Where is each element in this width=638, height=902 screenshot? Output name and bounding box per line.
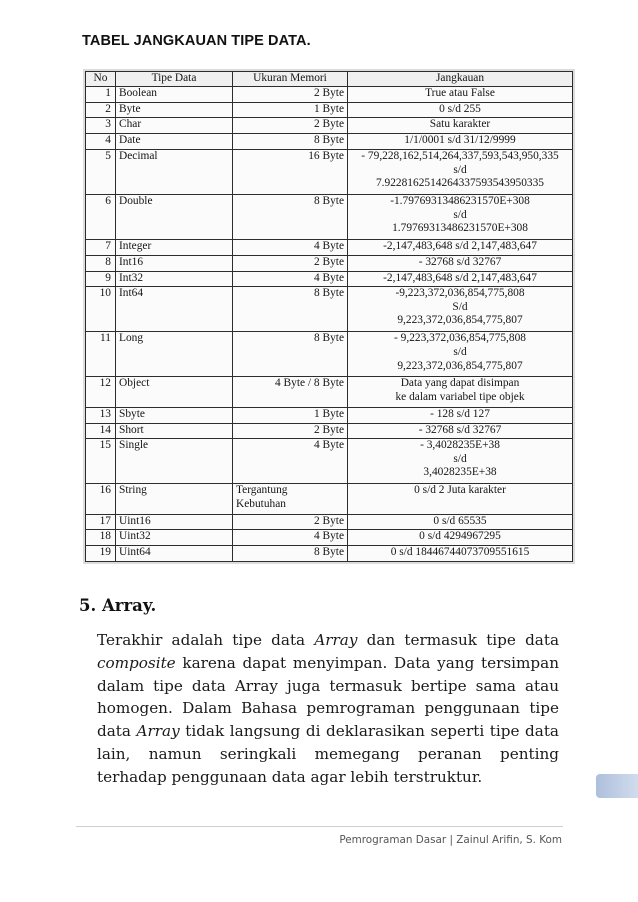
- cell-no: 5: [86, 149, 116, 194]
- paragraph-text: dan termasuk tipe data: [357, 631, 560, 649]
- cell-jangkauan: [348, 332, 573, 377]
- cell-jangkauan: [348, 407, 573, 423]
- cell-jangkauan: [348, 423, 573, 439]
- header-tipe-data: Tipe Data: [116, 72, 233, 87]
- table-row: [86, 546, 573, 562]
- table-header-row: [86, 72, 573, 87]
- jangkauan-line: -1.79769313486231570E+308: [390, 195, 530, 207]
- cell-ukuran-memori: 2 Byte: [233, 118, 348, 134]
- jangkauan-line: 1/1/0001 s/d 31/12/9999: [404, 134, 516, 147]
- jangkauan-line: 0 s/d 65535: [433, 514, 487, 527]
- cell-tipe-data: Integer: [116, 240, 233, 256]
- cell-ukuran-memori: 8 Byte: [233, 332, 348, 377]
- cell-jangkauan: [348, 546, 573, 562]
- cell-no: 10: [86, 287, 116, 332]
- cell-ukuran-memori: 8 Byte: [233, 195, 348, 240]
- cell-ukuran-memori: 2 Byte: [233, 87, 348, 103]
- cell-jangkauan: [348, 118, 573, 134]
- cell-jangkauan: [348, 271, 573, 287]
- jangkauan-line: s/d: [453, 163, 467, 176]
- table-row: [86, 287, 573, 332]
- table-row: [86, 423, 573, 439]
- jangkauan-line: 7.9228162514264337593543950335: [375, 177, 544, 190]
- cell-tipe-data: Int32: [116, 271, 233, 287]
- cell-no: 6: [86, 195, 116, 240]
- cell-ukuran-memori: 4 Byte: [233, 240, 348, 256]
- jangkauan-line: s/d: [453, 452, 467, 465]
- paragraph-italic-term: Array: [314, 631, 358, 649]
- cell-tipe-data: Short: [116, 423, 233, 439]
- jangkauan-line: 0 s/d 18446744073709551615: [390, 546, 530, 559]
- cell-tipe-data: Int64: [116, 287, 233, 332]
- paragraph-text: Terakhir adalah tipe data: [97, 631, 315, 649]
- cell-tipe-data: Int16: [116, 255, 233, 271]
- table-row: [86, 514, 573, 530]
- cell-tipe-data: Boolean: [116, 87, 233, 103]
- cell-no: 4: [86, 134, 116, 150]
- jangkauan-line: 9,223,372,036,854,775,807: [397, 314, 523, 327]
- cell-no: 8: [86, 255, 116, 271]
- cell-ukuran-memori: [233, 484, 348, 514]
- cell-ukuran-memori: 1 Byte: [233, 407, 348, 423]
- cell-tipe-data: String: [116, 484, 233, 514]
- paragraph-italic-term: composite: [97, 653, 176, 672]
- cell-no: 7: [86, 240, 116, 256]
- cell-tipe-data: Char: [116, 118, 233, 134]
- table-row: [86, 87, 573, 103]
- page-footer: Pemrograman Dasar | Zainul Arifin, S. Kom: [339, 834, 562, 846]
- cell-ukuran-memori: 2 Byte: [233, 423, 348, 439]
- jangkauan-line: - 32768 s/d 32767: [418, 255, 502, 268]
- cell-ukuran-memori: 8 Byte: [233, 134, 348, 150]
- section-title: 5. Array.: [79, 596, 157, 615]
- jangkauan-line: 0 s/d 255: [439, 102, 481, 115]
- cell-jangkauan: [348, 514, 573, 530]
- page-heading: TABEL JANGKAUAN TIPE DATA.: [82, 33, 311, 49]
- cell-jangkauan: [348, 255, 573, 271]
- jangkauan-line: Data yang dapat disimpan: [400, 377, 520, 390]
- cell-jangkauan: [348, 287, 573, 332]
- table-row: [86, 195, 573, 240]
- table-row: [86, 255, 573, 271]
- cell-tipe-data: Object: [116, 377, 233, 407]
- section-paragraph: [97, 629, 559, 789]
- cell-no: 11: [86, 332, 116, 377]
- footer-divider: [76, 826, 563, 827]
- page-edge-tab: [596, 774, 638, 798]
- cell-no: 13: [86, 407, 116, 423]
- cell-no: 1: [86, 87, 116, 103]
- jangkauan-line: -2,147,483,648 s/d 2,147,483,647: [383, 240, 537, 253]
- cell-ukuran-memori: 16 Byte: [233, 149, 348, 194]
- cell-no: 17: [86, 514, 116, 530]
- cell-tipe-data: Uint32: [116, 530, 233, 546]
- table-header: [86, 72, 573, 87]
- cell-ukuran-memori: 4 Byte / 8 Byte: [233, 377, 348, 407]
- ukuran-line: Kebutuhan: [236, 497, 286, 510]
- cell-ukuran-memori: 4 Byte: [233, 439, 348, 484]
- header-ukuran-memori: Ukuran Memori: [233, 72, 348, 87]
- header-jangkauan: Jangkauan: [348, 72, 573, 87]
- jangkauan-line: 3,4028235E+38: [423, 466, 497, 479]
- jangkauan-line: s/d: [453, 345, 467, 358]
- cell-jangkauan: [348, 530, 573, 546]
- ukuran-line: Tergantung: [236, 484, 288, 497]
- cell-no: 2: [86, 102, 116, 118]
- header-no: No: [86, 72, 116, 87]
- cell-ukuran-memori: 4 Byte: [233, 271, 348, 287]
- cell-ukuran-memori: 8 Byte: [233, 287, 348, 332]
- cell-tipe-data: Decimal: [116, 149, 233, 194]
- cell-no: 18: [86, 530, 116, 546]
- cell-jangkauan: [348, 149, 573, 194]
- cell-ukuran-memori: 1 Byte: [233, 102, 348, 118]
- cell-jangkauan: [348, 439, 573, 484]
- table-body: [86, 87, 573, 562]
- table-row: [86, 240, 573, 256]
- jangkauan-line: - 3,4028235E+38: [420, 439, 500, 452]
- table-row: [86, 102, 573, 118]
- cell-tipe-data: Uint64: [116, 546, 233, 562]
- cell-no: 16: [86, 484, 116, 514]
- table-row: [86, 149, 573, 194]
- cell-ukuran-memori: 2 Byte: [233, 255, 348, 271]
- cell-no: 9: [86, 271, 116, 287]
- jangkauan-line: - 128 s/d 127: [430, 407, 490, 420]
- jangkauan-line: 0 s/d 2 Juta karakter: [414, 484, 506, 497]
- cell-jangkauan: [348, 484, 573, 514]
- jangkauan-line: True atau False: [425, 87, 495, 99]
- paragraph-text: tidak langsung di deklarasikan seperti tipe data lain, namun seringkali memegang peranan penting terhadap penggunaan data agar lebih terstruktur.: [97, 722, 559, 786]
- cell-tipe-data: Date: [116, 134, 233, 150]
- cell-jangkauan: [348, 102, 573, 118]
- cell-jangkauan: [348, 195, 573, 240]
- cell-no: 14: [86, 423, 116, 439]
- jangkauan-line: s/d: [453, 208, 467, 221]
- jangkauan-line: 1.79769313486231570E+308: [392, 222, 528, 235]
- paragraph-italic-term: Array: [136, 722, 180, 741]
- cell-no: 19: [86, 546, 116, 562]
- cell-tipe-data: Single: [116, 439, 233, 484]
- jangkauan-line: -9,223,372,036,854,775,808: [395, 287, 525, 300]
- table-row: [86, 134, 573, 150]
- table-row: [86, 332, 573, 377]
- jangkauan-line: Satu karakter: [429, 118, 491, 131]
- cell-tipe-data: Sbyte: [116, 407, 233, 423]
- cell-no: 15: [86, 439, 116, 484]
- cell-ukuran-memori: 4 Byte: [233, 530, 348, 546]
- data-type-range-table: [83, 69, 575, 564]
- cell-jangkauan: [348, 134, 573, 150]
- jangkauan-line: - 32768 s/d 32767: [418, 423, 502, 436]
- jangkauan-line: - 9,223,372,036,854,775,808: [394, 332, 526, 345]
- jangkauan-line: 0 s/d 4294967295: [419, 530, 501, 543]
- table-row: [86, 439, 573, 484]
- cell-jangkauan: [348, 240, 573, 256]
- jangkauan-line: ke dalam variabel tipe objek: [395, 390, 525, 403]
- table-row: [86, 118, 573, 134]
- jangkauan-line: S/d: [452, 300, 468, 313]
- jangkauan-line: - 79,228,162,514,264,337,593,543,950,335: [361, 149, 559, 162]
- table-row: [86, 407, 573, 423]
- table: [85, 71, 573, 562]
- cell-tipe-data: Byte: [116, 102, 233, 118]
- table-row: [86, 484, 573, 514]
- cell-no: 12: [86, 377, 116, 407]
- jangkauan-line: -2,147,483,648 s/d 2,147,483,647: [383, 271, 537, 284]
- cell-tipe-data: Double: [116, 195, 233, 240]
- cell-jangkauan: [348, 87, 573, 103]
- jangkauan-line: 9,223,372,036,854,775,807: [397, 359, 523, 372]
- cell-no: 3: [86, 118, 116, 134]
- table-row: [86, 271, 573, 287]
- paragraph-text: karena dapat menyimpan. Data yang tersimpan dalam tipe data Array juga termasuk bertipe sama atau homogen. Dalam Bahasa pemrograman penggunaan tipe data: [97, 653, 559, 741]
- cell-tipe-data: Uint16: [116, 514, 233, 530]
- table-row: [86, 377, 573, 407]
- table-row: [86, 530, 573, 546]
- cell-tipe-data: Long: [116, 332, 233, 377]
- cell-ukuran-memori: 2 Byte: [233, 514, 348, 530]
- cell-jangkauan: [348, 377, 573, 407]
- cell-ukuran-memori: 8 Byte: [233, 546, 348, 562]
